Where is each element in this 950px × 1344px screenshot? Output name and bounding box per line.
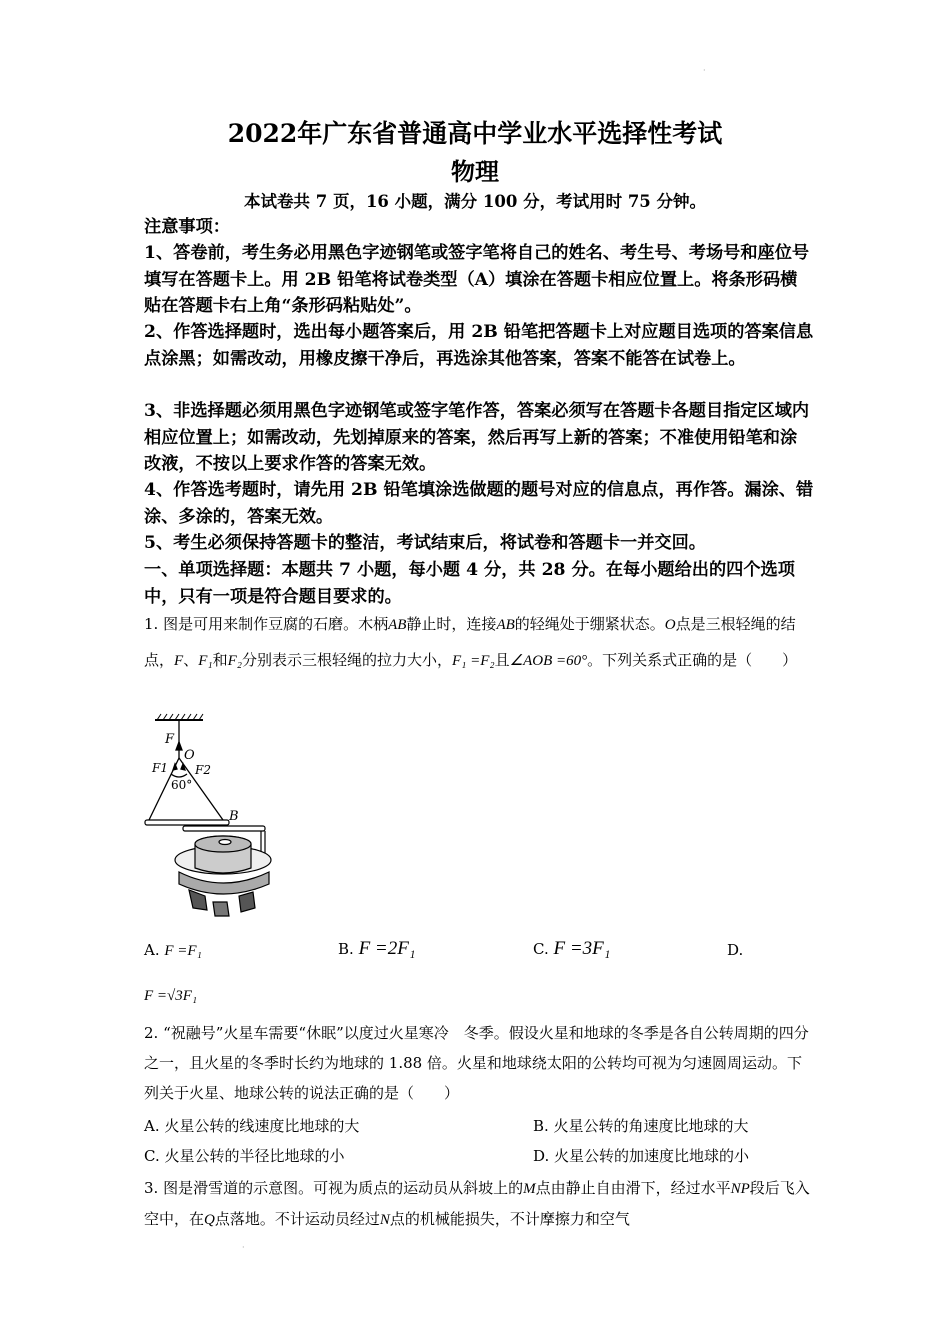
q1-option-c[interactable] — [533, 938, 610, 960]
fig-label-f2: F2 — [195, 763, 211, 777]
q1-text-part: 。下列关系式正确的是（ ） — [587, 651, 798, 669]
q3-text-part: 3. 图是滑雪道的示意图。可视为质点的运动员从斜坡上的 — [144, 1179, 524, 1197]
point-o-label: O — [664, 617, 676, 633]
q3-text-part: 点落地。不计运动员经过 — [214, 1210, 380, 1228]
force-f1-label: F₁ — [198, 653, 213, 669]
segment-np-label: NP — [730, 1181, 750, 1197]
rod-ab-label: AB — [496, 617, 515, 633]
q1-text-part: 分别表示三根轻绳的拉力大小， — [242, 651, 453, 669]
force-f-label: F — [174, 653, 184, 669]
q2-option-d[interactable]: D. 火星公转的加速度比地球的小 — [533, 1147, 750, 1165]
notice-item-3: 3、非选择题必须用黑色字迹钢笔或签字笔作答，答案必须写在答题卡各题目指定区域内相应位置上；如需改动，先划掉原来的答案，然后再写上新的答案；不准使用铅笔和涂改液，不按以上要求作答的答案无效。 — [144, 401, 810, 474]
force-f2-label: F₂ — [227, 653, 242, 669]
q2-option-b[interactable]: B. 火星公转的角速度比地球的大 — [533, 1117, 749, 1135]
question-3-text — [144, 1173, 814, 1235]
rod-ab-label: AB — [388, 617, 407, 633]
q1-option-b[interactable] — [338, 938, 415, 960]
question-1-text — [144, 607, 814, 679]
section-1-heading: 一、单项选择题：本题共 7 小题，每小题 4 分，共 28 分。在每小题给出的四个选项中，只有一项是符合题目要求的。 — [144, 560, 795, 607]
force-condition: F₁ =F₂ — [452, 653, 495, 669]
point-m-label: M — [523, 1181, 536, 1197]
q1-text-part: 静止时，连接 — [406, 615, 497, 633]
exam-title: 2022年广东省普通高中学业水平选择性考试 — [227, 119, 723, 148]
stone-mill-figure — [143, 712, 278, 922]
millstone — [175, 836, 271, 916]
fig-label-o: O — [184, 748, 195, 763]
q1-option-b-expr: F =2F₁ — [358, 938, 416, 959]
ceiling-hatch — [155, 714, 203, 720]
q3-text-part: 点由静止自由滑下，经过水平 — [535, 1179, 731, 1197]
q1-option-a-label: A. — [144, 941, 160, 959]
notice-item-4: 4、作答选考题时，请先用 2B 铅笔填涂选做题的题号对应的信息点，再作答。漏涂、错涂、多涂的，答案无效。 — [144, 480, 814, 527]
q1-option-a-expr: F =F₁ — [164, 943, 202, 959]
fig-label-b: B — [229, 809, 239, 824]
point-n-label: N — [379, 1212, 390, 1228]
q3-text-part: 段后飞入空中，在 — [144, 1179, 810, 1228]
fig-label-f1: F1 — [152, 761, 168, 775]
subject-title: 物理 — [451, 157, 499, 186]
q2-option-a[interactable]: A. 火星公转的线速度比地球的大 — [144, 1117, 360, 1135]
q1-option-d-expr: F =√3F₁ — [144, 988, 198, 1004]
q1-option-d-expression — [144, 986, 197, 1005]
notice-item-5: 5、考生必须保持答题卡的整洁，考试结束后，将试卷和答题卡一并交回。 — [144, 533, 706, 553]
q1-text-part: 且 — [494, 651, 510, 669]
q1-text-part: 和 — [212, 651, 228, 669]
q3-text-part: 点的机械能损失，不计摩擦力和空气 — [389, 1210, 630, 1228]
q1-option-c-label: C. — [533, 940, 549, 958]
q2-option-c[interactable]: C. 火星公转的半径比地球的小 — [144, 1147, 345, 1165]
fig-label-angle: 60° — [171, 778, 193, 792]
q1-option-a[interactable] — [144, 941, 202, 960]
angle-condition: ∠AOB =60° — [509, 653, 588, 669]
q1-text-part: 1. 图是可用来制作豆腐的石磨。木柄 — [144, 615, 389, 633]
q1-text-part: 点是三根轻绳的结点， — [144, 615, 796, 669]
point-q-label: Q — [204, 1212, 215, 1228]
question-2-text: 2. “祝融号”火星车需要“休眠”以度过火星寒冷 冬季。假设火星和地球的冬季是各自公转周期的四分之一，且火星的冬季时长约为地球的 1.88 倍。火星和地球绕太阳的公转均可视为匀速圆周运动。下列关于火星、地球公转的说法正确的是（ ） — [144, 1024, 809, 1102]
q1-option-d[interactable] — [727, 941, 743, 959]
notice-item-1: 1、答卷前，考生务必用黑色字迹钢笔或签字笔将自己的姓名、考生号、考场号和座位号填写在答题卡上。用 2B 铅笔将试卷类型（A）填涂在答题卡相应位置上。将条形码横贴在答题卡右上角“条形码粘贴处”。 — [144, 243, 810, 316]
exam-info: 本试卷共 7 页，16 小题，满分 100 分，考试用时 75 分钟。 — [243, 192, 707, 211]
q1-text-part: 、 — [183, 651, 199, 669]
notice-item-2: 2、作答选择题时，选出每小题答案后，用 2B 铅笔把答题卡上对应题目选项的答案信息点涂黑；如需改动，用橡皮擦干净后，再选涂其他答案，答案不能答在试卷上。 — [144, 322, 814, 369]
fig-label-f: F — [165, 732, 175, 747]
q1-option-b-label: B. — [338, 940, 354, 958]
q1-option-c-expr: F =3F₁ — [553, 938, 611, 959]
scan-dot: · — [242, 1243, 245, 1252]
q1-option-d-label: D. — [727, 941, 744, 959]
scan-dot: · — [703, 66, 706, 75]
notice-heading: 注意事项： — [144, 217, 230, 237]
q1-text-part: 的轻绳处于绷紧状态。 — [514, 615, 665, 633]
